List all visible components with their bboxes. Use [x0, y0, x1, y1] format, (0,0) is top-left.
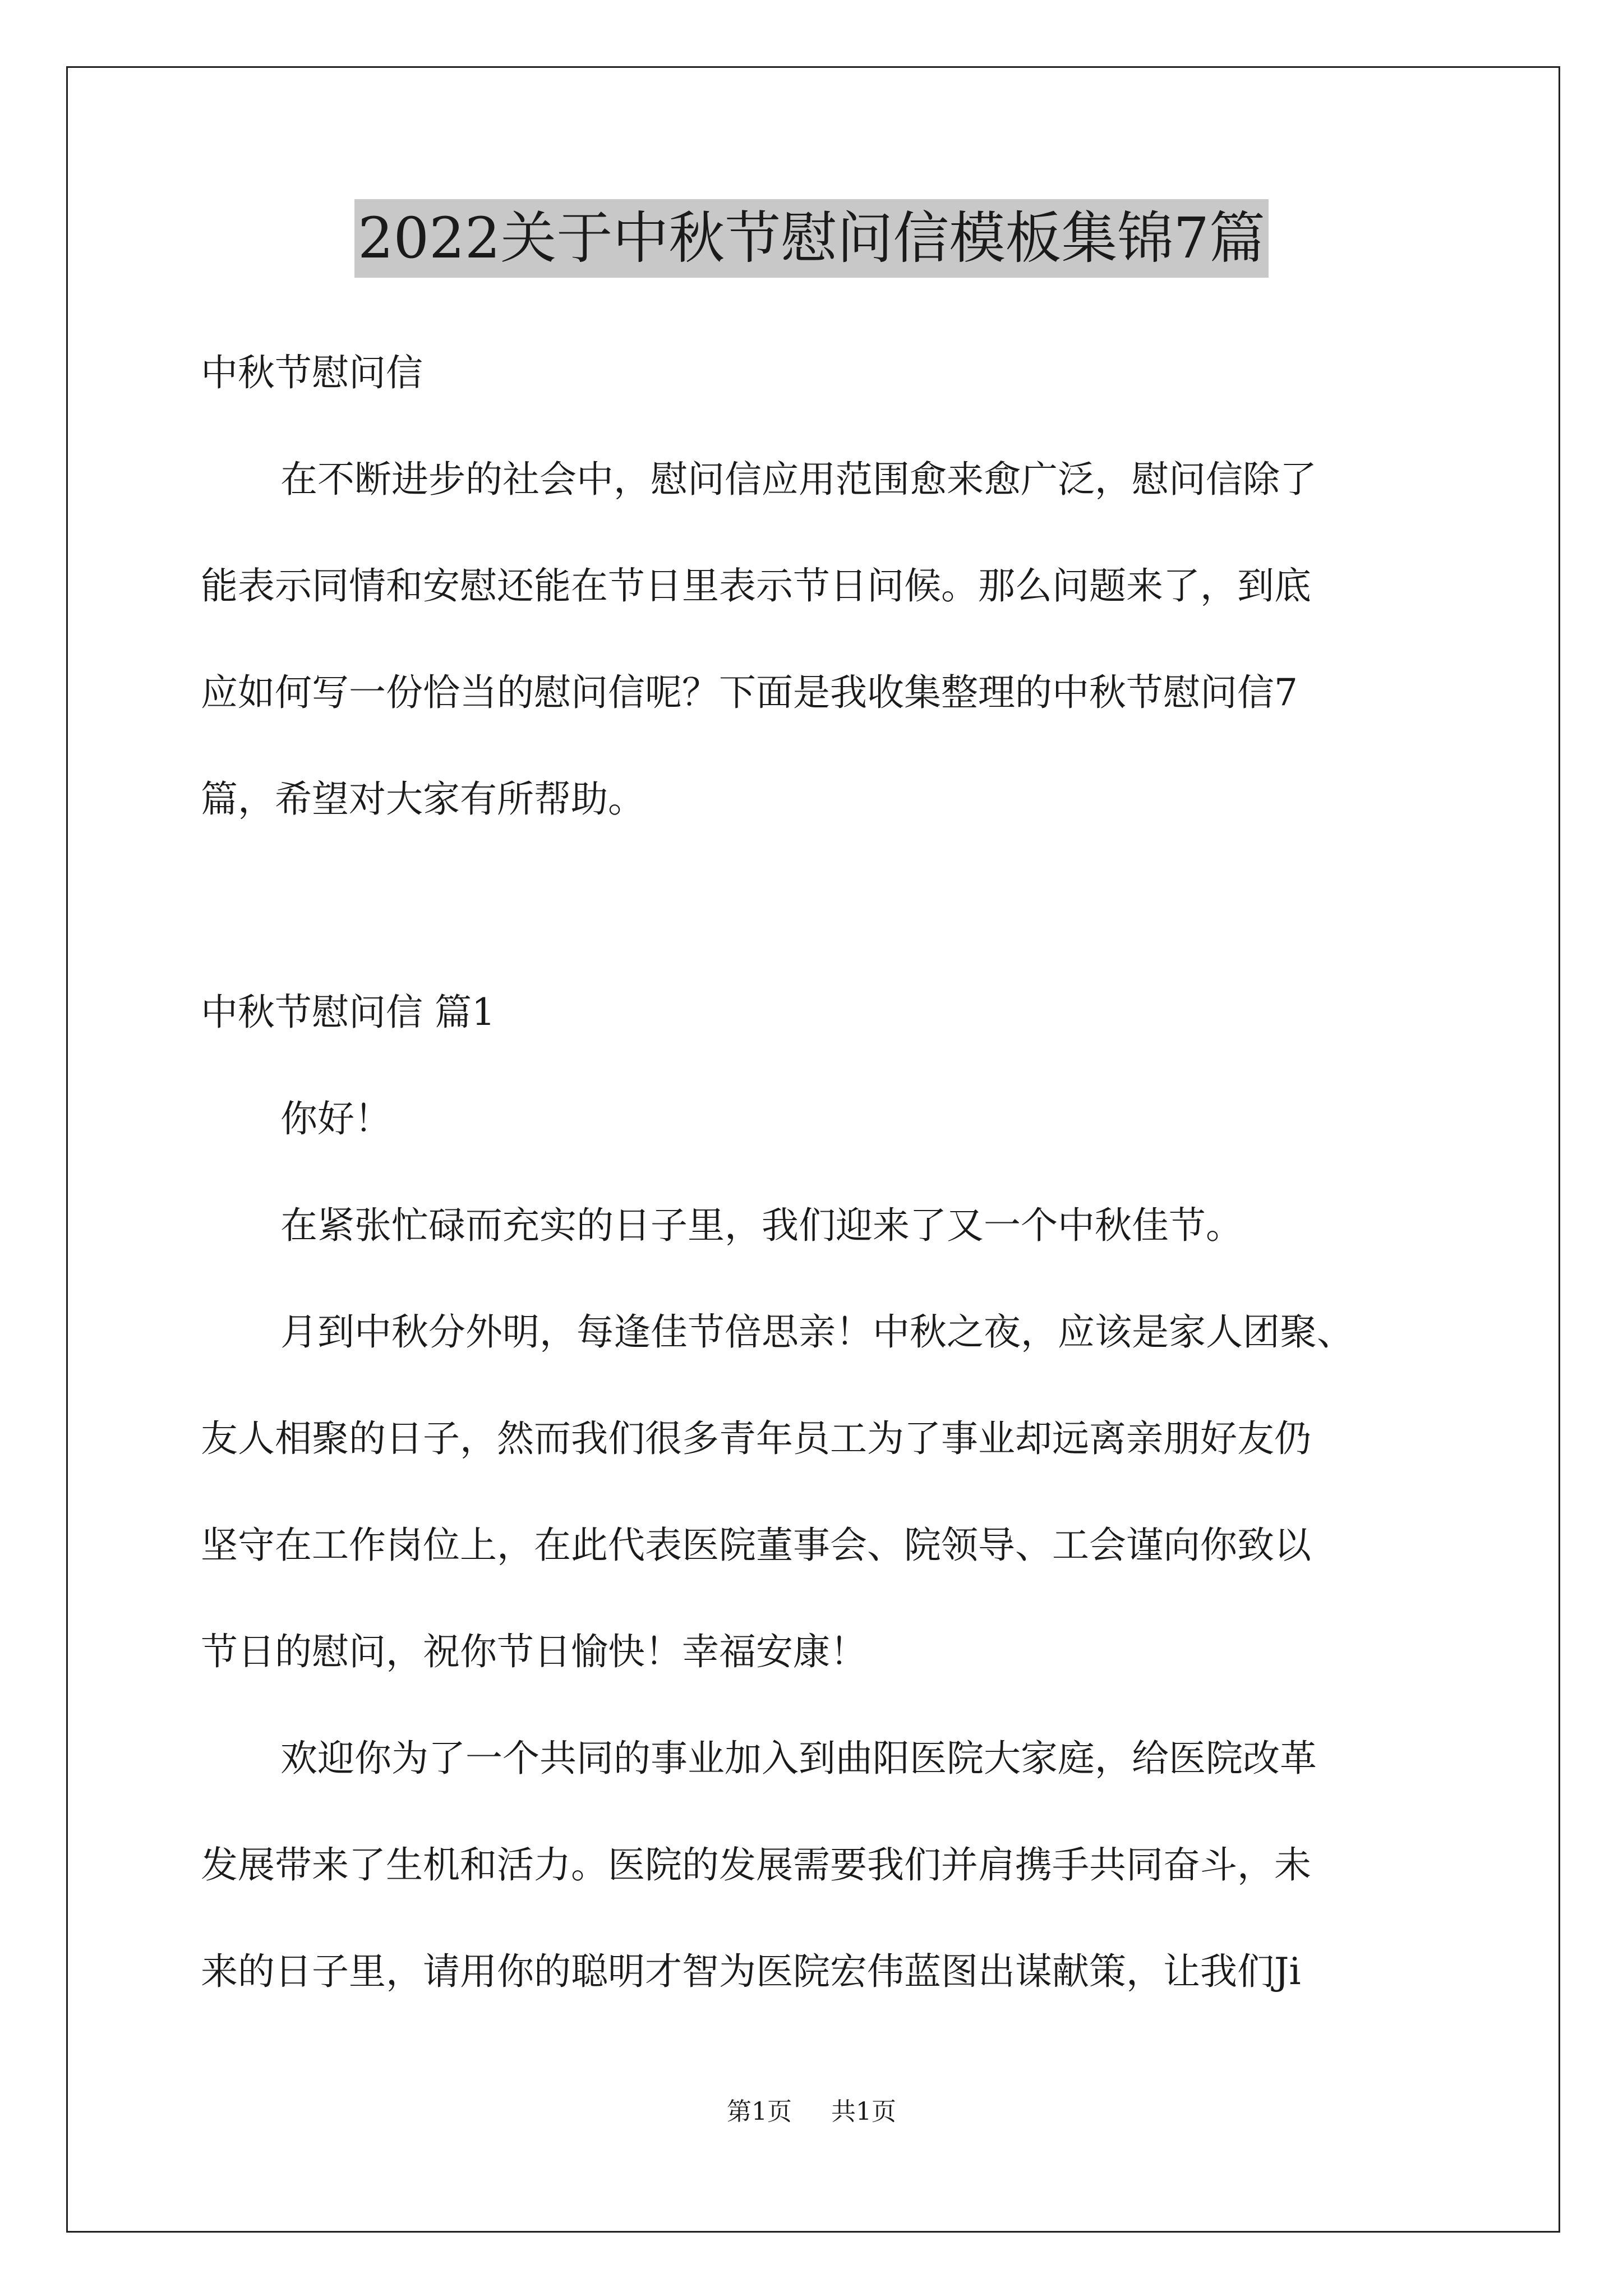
page-number: 第1页 [727, 2097, 792, 2126]
paragraph-line: 应如何写一份恰当的慰问信呢？下面是我收集整理的中秋节慰问信7 [201, 671, 1298, 714]
paragraph-line: 节日的慰问，祝你节日愉快！幸福安康！ [201, 1630, 867, 1673]
paragraph-line: 来的日子里，请用你的聪明才智为医院宏伟蓝图出谋献策，让我们Ji [201, 1950, 1301, 1993]
intro-heading: 中秋节慰问信 [201, 351, 423, 394]
paragraph-line: 能表示同情和安慰还能在节日里表示节日问候。那么问题来了，到底 [201, 564, 1311, 608]
page-footer [0, 2095, 1623, 2129]
title-container [0, 199, 1623, 278]
paragraph-line: 月到中秋分外明，每逢佳节倍思亲！中秋之夜，应该是家人团聚、 [280, 1310, 1354, 1354]
paragraph-line: 友人相聚的日子，然而我们很多青年员工为了事业却远离亲朋好友仍 [201, 1417, 1311, 1460]
paragraph-line: 发展带来了生机和活力。医院的发展需要我们并肩携手共同奋斗，未 [201, 1843, 1311, 1887]
page-total: 共1页 [831, 2097, 896, 2126]
greeting: 你好！ [280, 1097, 391, 1140]
paragraph-line: 欢迎你为了一个共同的事业加入到曲阳医院大家庭，给医院改革 [280, 1737, 1317, 1780]
paragraph-line: 坚守在工作岗位上，在此代表医院董事会、院领导、工会谨向你致以 [201, 1524, 1311, 1567]
paragraph-line: 在不断进步的社会中，慰问信应用范围愈来愈广泛，慰问信除了 [280, 458, 1317, 501]
document-title: 2022关于中秋节慰问信模板集锦7篇 [354, 199, 1269, 278]
paragraph-line: 篇，希望对大家有所帮助。 [201, 777, 645, 821]
section-heading: 中秋节慰问信 篇1 [201, 991, 495, 1034]
paragraph-line: 在紧张忙碌而充实的日子里，我们迎来了又一个中秋佳节。 [280, 1204, 1243, 1247]
